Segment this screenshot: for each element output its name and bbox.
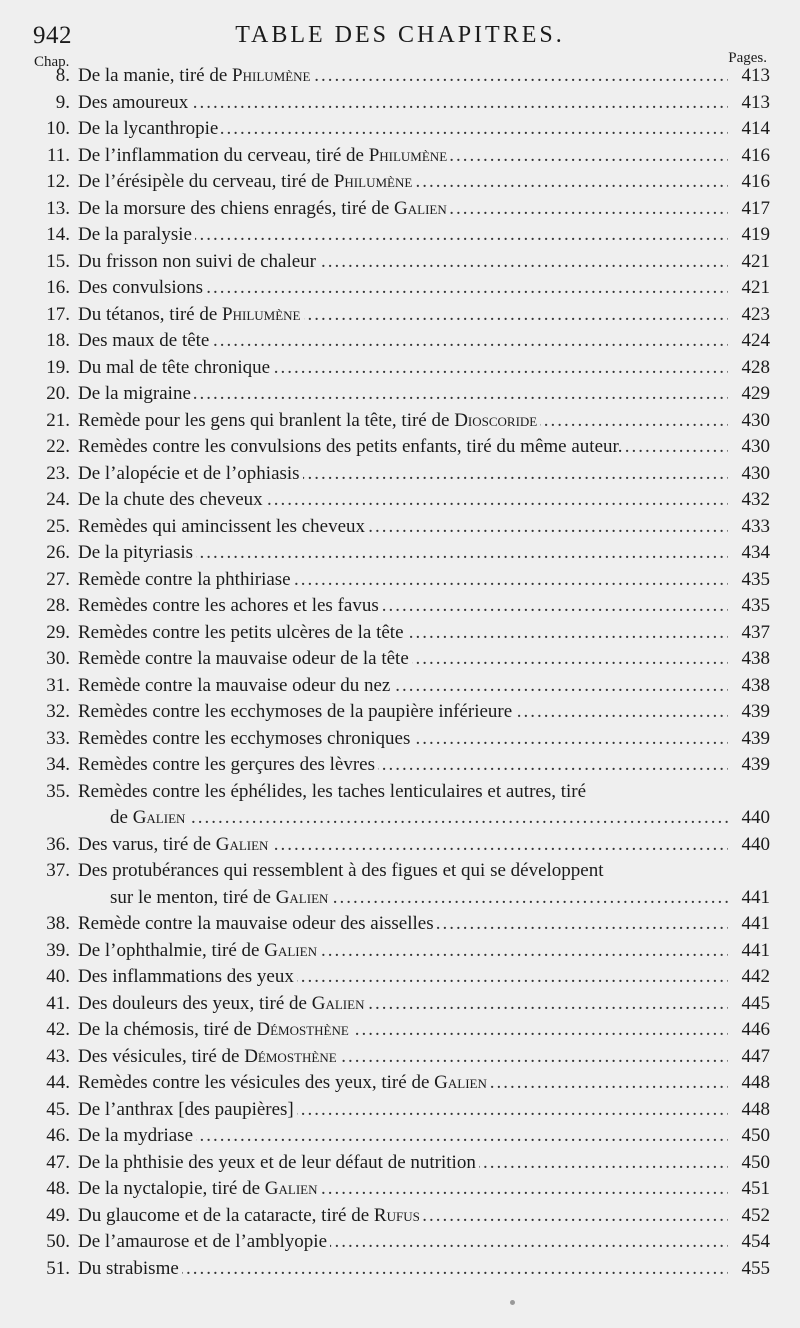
- author-name: Galien: [394, 197, 447, 219]
- author-name: Galien: [311, 992, 365, 1014]
- chapter-title: De la manie, tiré de Philumène: [78, 65, 314, 86]
- chapter-title: De la phthisie des yeux et de leur défaut de nutrition: [78, 1152, 479, 1173]
- toc-entry: [0, 540, 800, 567]
- chapter-title: Remèdes contre les vésicules des yeux, tiré de Galien: [78, 1072, 490, 1093]
- chapter-title: Remèdes contre les achores et les favus: [78, 595, 382, 616]
- chapter-number: 22.: [46, 436, 70, 457]
- page-reference: 440: [741, 807, 770, 828]
- page-reference: 423: [741, 303, 770, 325]
- chapter-title: Remède contre la mauvaise odeur des aisselles: [78, 913, 437, 934]
- page-reference: 421: [741, 250, 770, 272]
- chapter-title: Du frisson non suivi de chaleur: [78, 251, 319, 272]
- page-reference: 454: [741, 1231, 770, 1252]
- table-of-contents: [0, 63, 800, 1282]
- chapter-title: Remèdes contre les ecchymoses chroniques: [78, 728, 413, 749]
- page-reference: 442: [741, 966, 770, 987]
- toc-entry: [0, 355, 800, 382]
- chapter-title: De l’alopécie et de l’ophiasis: [78, 463, 303, 484]
- chapter-number: 23.: [46, 462, 70, 484]
- chapter-title: Du mal de tête chronique: [78, 357, 273, 378]
- toc-entry-line: [0, 1176, 800, 1203]
- page-reference: 432: [741, 489, 770, 510]
- toc-entry: [0, 275, 800, 302]
- toc-entry-line: [0, 487, 800, 514]
- toc-entry-line: [0, 222, 800, 249]
- chapter-number: 17.: [46, 303, 70, 325]
- chapter-title: De la migraine: [78, 383, 194, 404]
- toc-entry: [0, 1256, 800, 1283]
- chapter-number: 35.: [46, 780, 70, 802]
- page-reference: 413: [741, 65, 770, 86]
- chapter-title: Remèdes contre les ecchymoses de la paupière inférieure: [78, 701, 515, 722]
- page-reference: 424: [741, 330, 770, 351]
- chapter-title: De la pityriasis: [78, 542, 196, 563]
- page-reference: 429: [741, 383, 770, 404]
- page-reference: 435: [741, 595, 770, 616]
- toc-entry: [0, 779, 800, 832]
- toc-entry: [0, 964, 800, 991]
- chapter-number: 34.: [46, 754, 70, 775]
- toc-entry-line: [0, 90, 800, 117]
- page-reference: 419: [741, 224, 770, 245]
- toc-entry-line: [0, 593, 800, 620]
- page-reference: 438: [741, 648, 770, 669]
- toc-entry-line: [0, 911, 800, 938]
- chapter-title: Remèdes contre les gerçures des lèvres: [78, 754, 378, 775]
- toc-entry-line: [0, 381, 800, 408]
- chapter-title: De la mydriase: [78, 1125, 196, 1146]
- page-reference: 416: [741, 144, 770, 166]
- chapter-title: De la nyctalopie, tiré de Galien: [78, 1178, 320, 1199]
- chapter-title: De la chute des cheveux: [78, 489, 266, 510]
- chapter-number: 42.: [46, 1019, 70, 1040]
- author-name: Galien: [132, 807, 186, 828]
- chapter-number: 45.: [46, 1098, 70, 1120]
- toc-entry: [0, 1150, 800, 1177]
- page-reference: 414: [741, 118, 770, 139]
- toc-entry: [0, 726, 800, 753]
- toc-entry-line: [0, 1123, 800, 1150]
- page-reference: 450: [741, 1125, 770, 1146]
- toc-entry: [0, 593, 800, 620]
- chapter-title: Remèdes qui amincissent les cheveux: [78, 516, 368, 537]
- toc-entry-line: [0, 1150, 800, 1177]
- chapter-number: 41.: [46, 992, 70, 1014]
- page-reference: 417: [741, 197, 770, 219]
- chapter-number: 47.: [46, 1151, 70, 1173]
- author-name: Rufus: [373, 1204, 420, 1226]
- chapter-title: Du strabisme: [78, 1258, 182, 1279]
- page-reference: 439: [741, 701, 770, 722]
- chapter-number: 31.: [46, 674, 70, 696]
- chapter-number: 10.: [46, 118, 70, 139]
- toc-entry: [0, 487, 800, 514]
- toc-entry: [0, 1123, 800, 1150]
- chapter-number: 16.: [46, 277, 70, 298]
- author-name: Philumène: [368, 144, 448, 166]
- toc-entry: [0, 302, 800, 329]
- toc-entry-line: [0, 1044, 800, 1071]
- chapter-title: Remède contre la phthiriase: [78, 569, 294, 590]
- chapter-title: Des protubérances qui ressemblent à des figues et qui se développent: [78, 860, 607, 881]
- chapter-number: 39.: [46, 939, 70, 961]
- page-reference: 421: [741, 277, 770, 298]
- author-name: Philumène: [333, 171, 413, 192]
- toc-entry: [0, 63, 800, 90]
- author-name: Galien: [264, 1178, 318, 1199]
- toc-entry: [0, 434, 800, 461]
- toc-entry-line: [0, 938, 800, 965]
- toc-entry-line: [0, 275, 800, 302]
- chapter-number: 49.: [46, 1204, 70, 1226]
- toc-entry-line: [0, 1070, 800, 1097]
- chapter-number: 13.: [46, 197, 70, 219]
- toc-entry-line: [0, 885, 800, 912]
- page-number: 942: [33, 22, 72, 49]
- page-reference: 441: [741, 913, 770, 934]
- toc-entry-line: [0, 169, 800, 196]
- toc-entry: [0, 222, 800, 249]
- chapter-title: Remède contre la mauvaise odeur de la tête: [78, 648, 412, 669]
- toc-entry: [0, 673, 800, 700]
- chapter-number: 44.: [46, 1072, 70, 1093]
- toc-entry-line: [0, 249, 800, 276]
- chapter-number: 50.: [46, 1231, 70, 1252]
- toc-entry-line: [0, 567, 800, 594]
- chapter-number: 43.: [46, 1045, 70, 1067]
- toc-entry-line: [0, 1017, 800, 1044]
- column-header-chapter: Chap.: [34, 54, 70, 70]
- toc-entry: [0, 1017, 800, 1044]
- chapter-title: Des amoureux: [78, 92, 191, 113]
- chapter-number: 26.: [46, 542, 70, 563]
- chapter-number: 8.: [55, 65, 70, 86]
- chapter-title: Remède contre la mauvaise odeur du nez: [78, 675, 393, 696]
- ink-speck: [510, 1300, 515, 1305]
- toc-entry-line: [0, 699, 800, 726]
- chapter-number: 46.: [46, 1125, 70, 1146]
- author-name: Galien: [264, 939, 317, 961]
- toc-entry-line: [0, 328, 800, 355]
- author-name: Démosthène: [244, 1045, 337, 1067]
- page-reference: 455: [741, 1257, 770, 1279]
- toc-entry-line: [0, 620, 800, 647]
- chapter-number: 19.: [46, 356, 70, 378]
- toc-entry: [0, 1070, 800, 1097]
- chapter-number: 37.: [46, 860, 70, 881]
- page-reference: 450: [741, 1151, 770, 1173]
- toc-entry: [0, 381, 800, 408]
- page-reference: 433: [741, 515, 770, 537]
- chapter-title: De l’érésipèle du cerveau, tiré de Philumène: [78, 171, 415, 192]
- chapter-title: De l’amaurose et de l’amblyopie: [78, 1231, 330, 1252]
- chapter-title: De la chémosis, tiré de Démosthène: [78, 1019, 352, 1040]
- toc-entry-line: [0, 726, 800, 753]
- toc-entry-line: [0, 355, 800, 382]
- toc-entry: [0, 991, 800, 1018]
- author-name: Galien: [215, 833, 269, 855]
- toc-entry: [0, 1229, 800, 1256]
- toc-entry: [0, 620, 800, 647]
- toc-entry-line: [0, 832, 800, 859]
- toc-entry-line: [0, 752, 800, 779]
- chapter-title: de Galien: [110, 807, 188, 828]
- chapter-title: Des douleurs des yeux, tiré de Galien: [78, 993, 367, 1014]
- page-reference: 445: [741, 992, 770, 1014]
- toc-entry: [0, 328, 800, 355]
- chapter-number: 36.: [46, 833, 70, 855]
- page-reference: 440: [741, 833, 770, 855]
- chapter-number: 25.: [46, 515, 70, 537]
- page-reference: 448: [741, 1098, 770, 1120]
- chapter-number: 21.: [46, 409, 70, 431]
- page-reference: 435: [741, 568, 770, 590]
- chapter-number: 15.: [46, 250, 70, 272]
- chapter-number: 40.: [46, 966, 70, 987]
- page-reference: 439: [741, 727, 770, 749]
- toc-entry-line: [0, 805, 800, 832]
- chapter-title: Des inflammations des yeux: [78, 966, 297, 987]
- toc-entry-line: [0, 858, 800, 885]
- toc-entry-line: [0, 779, 800, 806]
- toc-entry: [0, 169, 800, 196]
- toc-entry-line: [0, 540, 800, 567]
- page-reference: 413: [741, 91, 770, 113]
- page-reference: 439: [741, 754, 770, 775]
- toc-entry: [0, 832, 800, 859]
- chapter-title: Des maux de tête: [78, 330, 212, 351]
- chapter-title: Remèdes contre les petits ulcères de la tête: [78, 622, 407, 643]
- chapter-title: De la paralysie: [78, 224, 195, 245]
- toc-entry: [0, 1203, 800, 1230]
- toc-entry-line: [0, 461, 800, 488]
- page-reference: 416: [741, 171, 770, 192]
- toc-entry-line: [0, 514, 800, 541]
- toc-entry: [0, 646, 800, 673]
- page-reference: 446: [741, 1019, 770, 1040]
- page-reference: 428: [741, 356, 770, 378]
- toc-entry: [0, 858, 800, 911]
- chapter-title: Des convulsions: [78, 277, 206, 298]
- chapter-number: 20.: [46, 383, 70, 404]
- chapter-number: 29.: [46, 621, 70, 643]
- page-reference: 438: [741, 674, 770, 696]
- toc-entry: [0, 249, 800, 276]
- toc-entry: [0, 567, 800, 594]
- toc-entry: [0, 408, 800, 435]
- chapter-number: 51.: [46, 1257, 70, 1279]
- chapter-title: Remèdes contre les convulsions des petits enfants, tiré du même auteur.: [78, 436, 626, 457]
- chapter-title: De l’ophthalmie, tiré de Galien: [78, 940, 320, 961]
- toc-entry: [0, 1044, 800, 1071]
- page-reference: 434: [741, 542, 770, 563]
- toc-entry: [0, 143, 800, 170]
- page-reference: 430: [741, 409, 770, 431]
- author-name: Philumène: [222, 303, 301, 325]
- toc-entry: [0, 116, 800, 143]
- toc-entry-line: [0, 673, 800, 700]
- chapter-title: De la morsure des chiens enragés, tiré de Galien: [78, 198, 450, 219]
- toc-entry: [0, 461, 800, 488]
- toc-entry-line: [0, 434, 800, 461]
- author-name: Galien: [434, 1072, 487, 1093]
- chapter-number: 28.: [46, 595, 70, 616]
- author-name: Dioscoride: [454, 409, 538, 431]
- chapter-title: Du tétanos, tiré de Philumène: [78, 304, 304, 325]
- chapter-title: sur le menton, tiré de Galien: [110, 887, 331, 908]
- toc-entry-line: [0, 1256, 800, 1283]
- page-reference: 447: [741, 1045, 770, 1067]
- toc-entry-line: [0, 116, 800, 143]
- chapter-number: 27.: [46, 568, 70, 590]
- toc-entry: [0, 911, 800, 938]
- author-name: Démosthène: [256, 1019, 349, 1040]
- chapter-number: 24.: [46, 489, 70, 510]
- chapter-number: 33.: [46, 727, 70, 749]
- chapter-number: 11.: [46, 144, 70, 166]
- author-name: Philumène: [232, 65, 311, 86]
- page-reference: 451: [741, 1178, 770, 1199]
- chapter-title: Remède pour les gens qui branlent la tête, tiré de Dioscoride: [78, 410, 540, 431]
- chapter-title: De l’anthrax [des paupières]: [78, 1099, 297, 1120]
- page-reference: 448: [741, 1072, 770, 1093]
- page-reference: 441: [741, 886, 770, 908]
- column-header-pages: Pages.: [728, 50, 767, 66]
- toc-entry-line: [0, 1229, 800, 1256]
- toc-entry: [0, 1176, 800, 1203]
- chapter-title: Du glaucome et de la cataracte, tiré de Rufus: [78, 1205, 423, 1226]
- page-reference: 437: [741, 621, 770, 643]
- toc-entry-line: [0, 63, 800, 90]
- chapter-title: Des vésicules, tiré de Démosthène: [78, 1046, 340, 1067]
- toc-entry: [0, 1097, 800, 1124]
- chapter-number: 38.: [46, 913, 70, 934]
- toc-entry: [0, 699, 800, 726]
- toc-entry: [0, 196, 800, 223]
- toc-entry: [0, 514, 800, 541]
- chapter-title: Remèdes contre les éphélides, les taches lenticulaires et autres, tiré: [78, 781, 589, 802]
- chapter-title: Des varus, tiré de Galien: [78, 834, 271, 855]
- toc-entry-line: [0, 646, 800, 673]
- chapter-number: 12.: [46, 171, 70, 192]
- toc-entry: [0, 938, 800, 965]
- chapter-number: 48.: [46, 1178, 70, 1199]
- chapter-title: De l’inflammation du cerveau, tiré de Philumène: [78, 145, 450, 166]
- toc-entry: [0, 752, 800, 779]
- page-reference: 441: [741, 939, 770, 961]
- chapter-number: 30.: [46, 648, 70, 669]
- chapter-number: 14.: [46, 224, 70, 245]
- toc-entry-line: [0, 143, 800, 170]
- chapter-number: 32.: [46, 701, 70, 722]
- toc-entry-line: [0, 991, 800, 1018]
- page-reference: 430: [741, 436, 770, 457]
- toc-entry: [0, 90, 800, 117]
- toc-entry-line: [0, 964, 800, 991]
- page-reference: 430: [741, 462, 770, 484]
- toc-entry-line: [0, 1203, 800, 1230]
- running-title: TABLE DES CHAPITRES.: [235, 22, 565, 48]
- toc-entry-line: [0, 302, 800, 329]
- toc-entry-line: [0, 196, 800, 223]
- author-name: Galien: [275, 886, 329, 908]
- chapter-title: De la lycanthropie: [78, 118, 221, 139]
- chapter-number: 9.: [55, 91, 70, 113]
- toc-entry-line: [0, 1097, 800, 1124]
- chapter-number: 18.: [46, 330, 70, 351]
- page-reference: 452: [741, 1204, 770, 1226]
- toc-entry-line: [0, 408, 800, 435]
